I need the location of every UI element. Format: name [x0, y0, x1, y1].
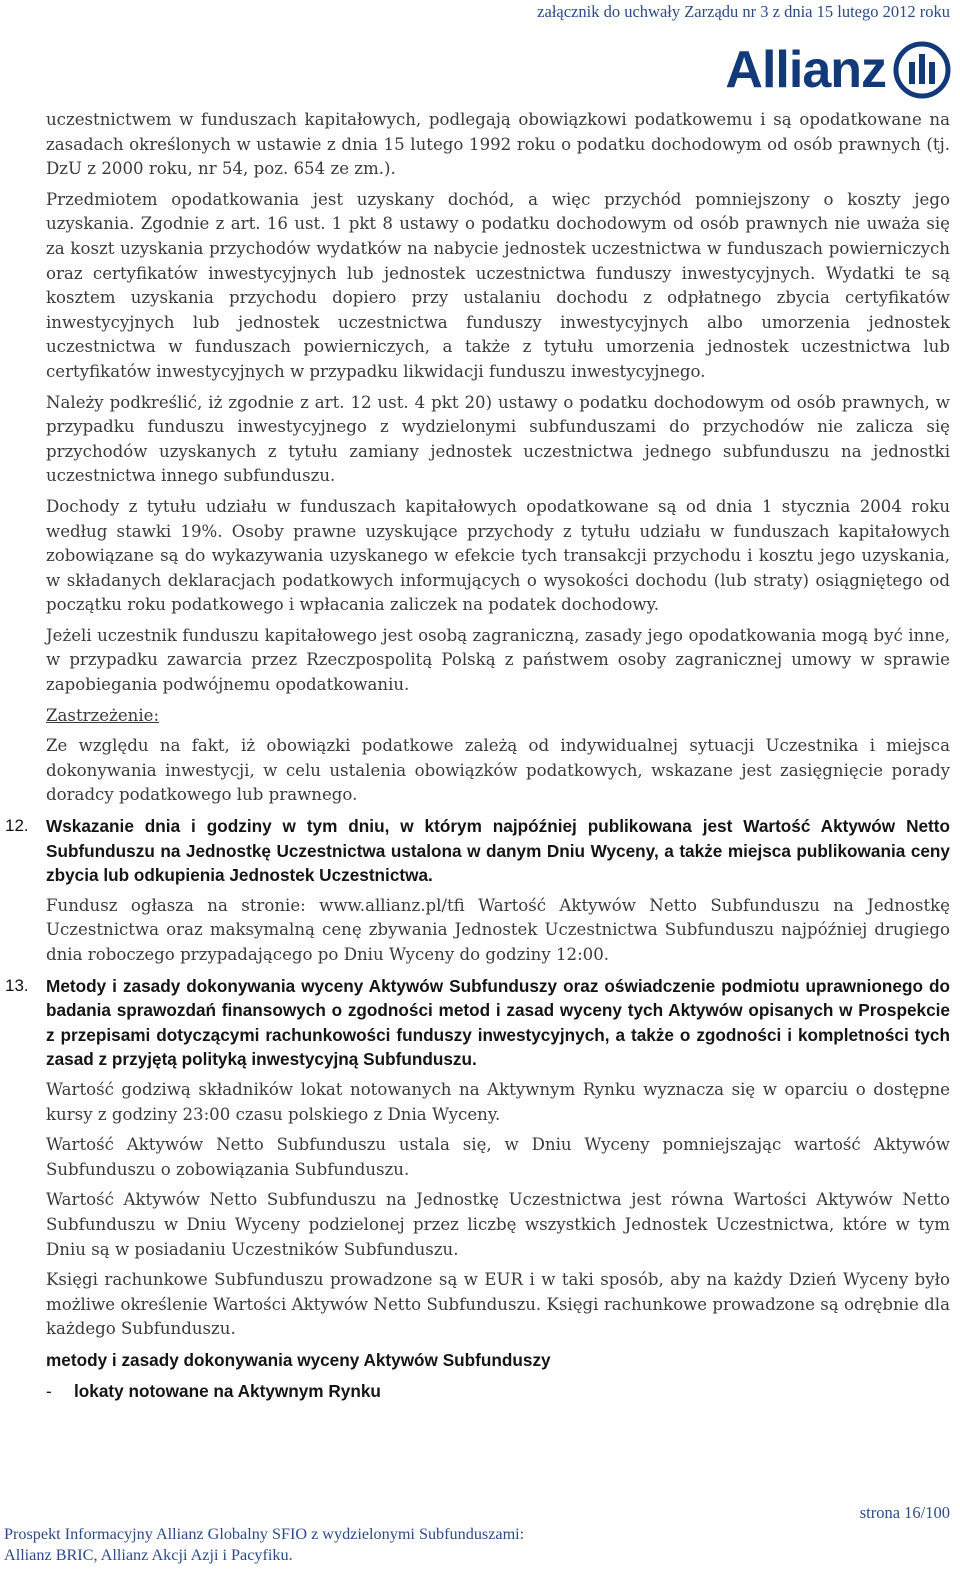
section-13	[5, 974, 950, 1404]
disclaimer-label	[46, 704, 950, 729]
header-note: załącznik do uchwały Zarządu nr 3 z dnia 15 lutego 2012 roku	[537, 2, 950, 21]
paragraph: Przedmiotem opodatkowania jest uzyskany dochód, a więc przychód pomniejszony o koszty jego uzyskania. Zgodnie z art. 16 ust. 1 pkt 8 ustawy o podatku dochodowym od osób prawnych nie uważa się za koszt uzyskania przychodów wydatków na nabycie jednostek uczestnictwa w funduszach powierniczych oraz certyfikatów inwestycyjnych lub jednostek uczestnictwa funduszy inwestycyjnych. Wydatki te są kosztem uzyskania przychodu dopiero przy ustalaniu dochodu z odpłatnego zbycia certyfikatów inwestycyjnych lub jednostek uczestnictwa funduszy inwestycyjnych albo umorzenia jednostek uczestnictwa w funduszach powierniczych, a także z tytułu umorzenia jednostek uczestnictwa lub certyfikatów inwestycyjnych w przypadku likwidacji funduszu inwestycyjnego.	[46, 189, 950, 381]
section-number: 13.	[5, 975, 29, 995]
list-item	[46, 1379, 950, 1404]
paragraph: Jeżeli uczestnik funduszu kapitałowego jest osobą zagraniczną, zasady jego opodatkowania mogą być inne, w przypadku zawarcia przez Rzeczpospolitą Polską z państwem osoby zagranicznej umowy w sprawie zapobiegania podwójnemu opodatkowaniu.	[46, 625, 950, 695]
paragraph: Księgi rachunkowe Subfunduszu prowadzone są w EUR i w taki sposób, aby na każdy Dzień Wyceny było możliwe określenie Wartości Aktywów Netto Subfunduszu. Księgi rachunkowe prowadzone są odrębnie dla każdego Subfunduszu.	[46, 1270, 950, 1339]
paragraph: Dochody z tytułu udziału w funduszach kapitałowych opodatkowane są od dnia 1 stycznia 2004 roku według stawki 19%. Osoby prawne uzyskujące przychody z tytułu udziału w funduszach kapitałowych zobowiązane są do wykazywania uzyskanego w efekcie tych transakcji przychodu i kosztu jego uzyskania, w składanych deklaracjach podatkowych informujących o wysokości dochodu (lub straty) osiągniętego od początku roku podatkowego i wpłacania zaliczek na podatek dochodowy.	[46, 496, 950, 615]
footer-line-2: Allianz BRIC, Allianz Akcji Azji i Pacyfiku.	[4, 1546, 293, 1564]
paragraph: Należy podkreślić, iż zgodnie z art. 12 ust. 4 pkt 20) ustawy o podatku dochodowym od osób prawnych, w przypadku funduszu inwestycyjnego z wydzielonymi subfunduszami do przychodów nie zalicza się przychodów uzyskanych z tytułu zamiany jednostek uczestnictwa jednego subfunduszu na jednostki uczestnictwa innego subfunduszu.	[46, 392, 950, 486]
list-dash: -	[46, 1380, 52, 1401]
section-number: 12.	[5, 816, 29, 836]
subheading: metody i zasady dokonywania wyceny Aktywów Subfunduszy	[46, 1349, 551, 1370]
allianz-eagle-icon	[892, 40, 952, 100]
logo-wordmark: Allianz	[725, 41, 886, 99]
section-12	[5, 814, 950, 968]
section-title: Metody i zasady dokonywania wyceny Aktywów Subfunduszy oraz oświadczenie podmiotu uprawnionego do badania sprawozdań finansowych o zgodności metod i zasad wyceny tych Aktywów opisanych w Prospekcie z przepisami dotyczącymi rachunkowości funduszy inwestycyjnych, a także o zgodności i kompletności tych zasad z przyjętą polityką inwestycyjną Subfunduszu.	[46, 975, 950, 1070]
document-body	[5, 108, 950, 1403]
paragraph: Fundusz ogłasza na stronie: www.allianz.pl/tfi Wartość Aktywów Netto Subfunduszu na Jednostkę Uczestnictwa oraz maksymalną cenę zbywania Jednostek Uczestnictwa Subfunduszu najpóźniej drugiego dnia roboczego przypadającego po Dniu Wyceny do godziny 12:00.	[46, 895, 950, 964]
paragraph: Wartość godziwą składników lokat notowanych na Aktywnym Rynku wyznacza się w oparciu o dostępne kursy z godziny 23:00 czasu polskiego z Dnia Wyceny.	[46, 1079, 950, 1124]
disclaimer-label-text: Zastrzeżenie:	[46, 705, 160, 725]
disclaimer-text: Ze względu na fakt, iż obowiązki podatkowe zależą od indywidualnej sytuacji Uczestnika i miejsca dokonywania inwestycji, w celu ustalenia obowiązków podatkowych, wskazane jest zasięgnięcie porady doradcy podatkowego lub prawnego.	[46, 736, 950, 805]
paragraph: Wartość Aktywów Netto Subfunduszu na Jednostkę Uczestnictwa jest równa Wartości Aktywów Netto Subfunduszu w Dniu Wyceny podzielonej przez liczbę wszystkich Jednostek Uczestnictwa, które w tym Dniu są w posiadaniu Uczestników Subfunduszu.	[46, 1190, 950, 1259]
page-number: strona 16/100	[859, 1503, 950, 1522]
list-item-text: lokaty notowane na Aktywnym Rynku	[74, 1380, 381, 1401]
footer-line-1: Prospekt Informacyjny Allianz Globalny SFIO z wydzielonymi Subfunduszami:	[4, 1525, 525, 1543]
paragraph: Wartość Aktywów Netto Subfunduszu ustala się, w Dniu Wyceny pomniejszając wartość Aktywów Subfunduszu o zobowiązania Subfunduszu.	[46, 1135, 950, 1179]
allianz-logo	[725, 40, 952, 100]
paragraph: uczestnictwem w funduszach kapitałowych, podlegają obowiązkowi podatkowemu i są opodatkowane na zasadach określonych w ustawie z dnia 15 lutego 1992 roku o podatku dochodowym od osób prawnych (tj. DzU z 2000 roku, nr 54, poz. 654 ze zm.).	[46, 110, 950, 179]
footer	[4, 1524, 524, 1566]
section-title: Wskazanie dnia i godziny w tym dniu, w którym najpóźniej publikowana jest Wartość Aktywów Netto Subfunduszu na Jednostkę Uczestnictwa ustalona w danym Dniu Wyceny, a także miejsca publikowania ceny zbycia lub odkupienia Jednostek Uczestnictwa.	[46, 816, 950, 886]
